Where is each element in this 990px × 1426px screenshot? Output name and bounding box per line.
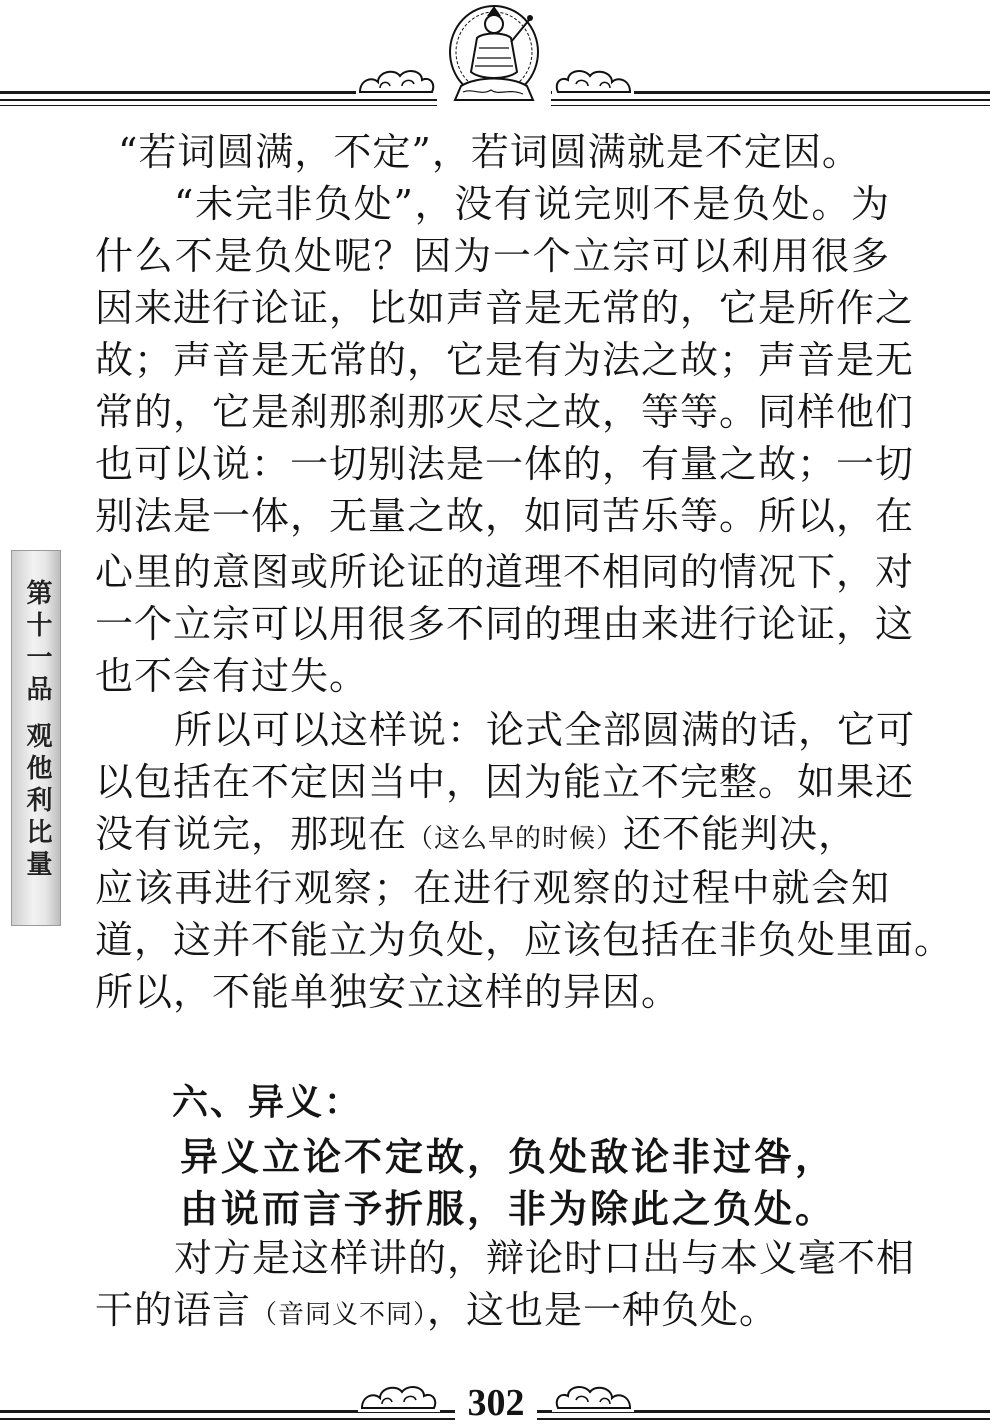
text-span: 还不能判决， xyxy=(623,812,858,856)
text-line xyxy=(95,808,857,860)
text-line: 一个立宗可以用很多不同的理由来进行论证，这 xyxy=(95,602,915,646)
text-line: 道，这并不能立为负处，应该包括在非负处里面。 xyxy=(95,918,954,962)
text-line: “若词圆满，不定”，若词圆满就是不定因。 xyxy=(118,130,861,174)
parenthetical-note: （音同义不同） xyxy=(251,1300,428,1330)
text-line: 所以，不能单独安立这样的异因。 xyxy=(95,970,681,1014)
chapter-title: 第十一品 观他利比量 xyxy=(22,579,52,883)
text-line: 也不会有过失。 xyxy=(95,654,369,698)
text-line: 故；声音是无常的，它是有为法之故；声音是无 xyxy=(95,338,915,382)
text-line: 什么不是负处呢？因为一个立宗可以利用很多 xyxy=(95,234,890,278)
text-line: 常的，它是刹那刹那灭尽之故，等等。同样他们 xyxy=(95,390,915,434)
verse-line: 异义立论不定故，负处敌论非过咎， xyxy=(180,1135,837,1179)
text-line: 别法是一体，无量之故，如同苦乐等。所以，在 xyxy=(95,494,915,538)
text-line: 对方是这样讲的，辩论时口出与本义毫不相 xyxy=(174,1236,916,1280)
verse-line: 由说而言予折服，非为除此之负处。 xyxy=(180,1187,837,1231)
page-number: 302 xyxy=(455,1380,537,1426)
deity-figure-icon xyxy=(437,2,551,106)
text-line: 心里的意图或所论证的道理不相同的情况下，对 xyxy=(95,550,915,594)
cloud-ornament-icon xyxy=(356,66,438,96)
cloud-ornament-icon xyxy=(552,1382,634,1412)
text-span: 没有说完，那现在 xyxy=(95,812,408,856)
section-heading: 六、异义： xyxy=(172,1082,363,1123)
text-span: ，这也是一种负处。 xyxy=(427,1288,779,1332)
text-line: 应该再进行观察；在进行观察的过程中就会知 xyxy=(95,866,890,910)
text-line: 也可以说：一切别法是一体的，有量之故；一切 xyxy=(95,442,915,486)
text-line: 因来进行论证，比如声音是无常的，它是所作之 xyxy=(95,286,915,330)
text-line xyxy=(95,1284,778,1336)
text-span: 干的语言 xyxy=(95,1288,252,1332)
cloud-ornament-icon xyxy=(358,1382,440,1412)
chapter-side-tab xyxy=(11,550,61,926)
text-line: “未完非负处”，没有说完则不是负处。为 xyxy=(174,182,890,226)
cloud-ornament-icon xyxy=(552,66,634,96)
text-line: 以包括在不定因当中，因为能立不完整。如果还 xyxy=(95,760,915,804)
parenthetical-note: （这么早的时候） xyxy=(407,824,624,854)
text-line: 所以可以这样说：论式全部圆满的话，它可 xyxy=(174,708,916,752)
